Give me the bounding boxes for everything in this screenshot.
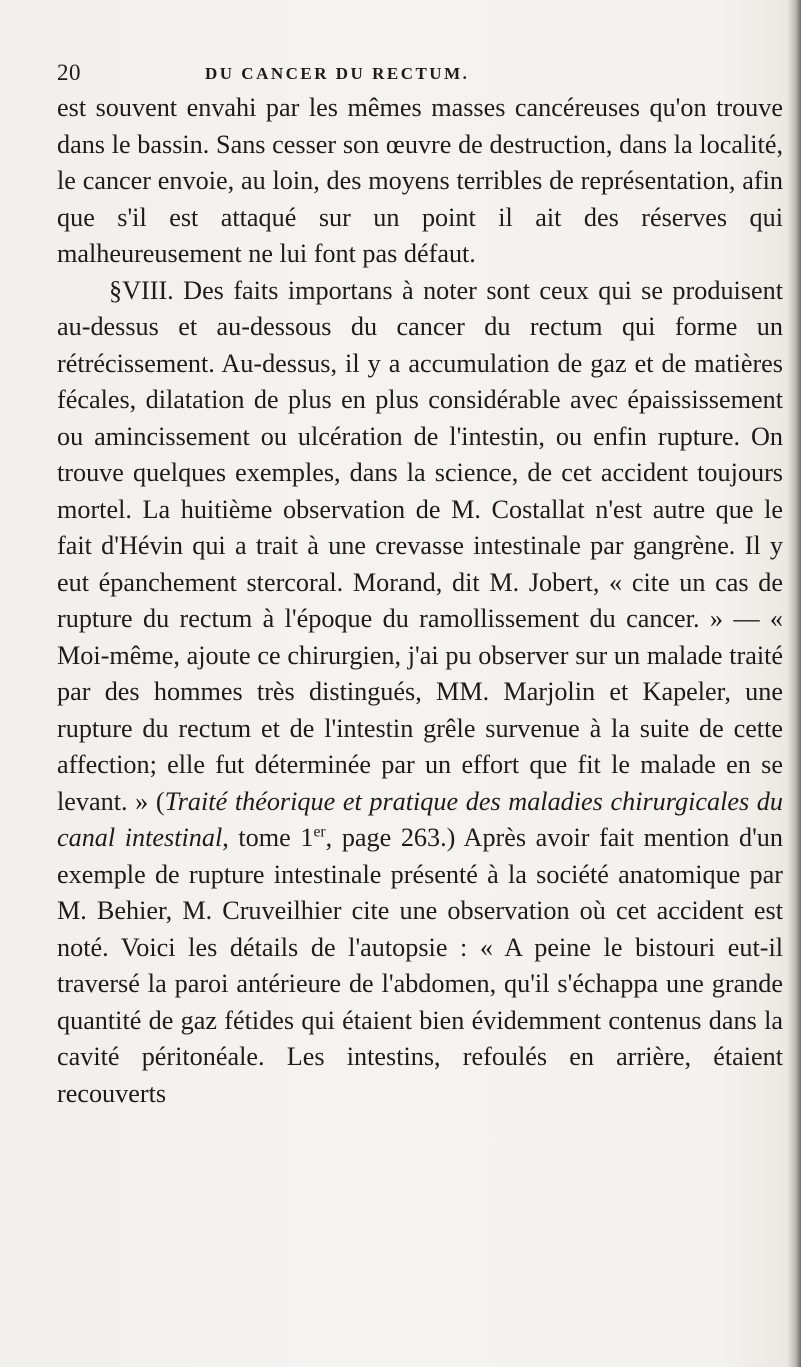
paragraph-text-part-2: , page 263.) Après avoir fait mention d'un exemple de rupture intestinale présenté à la société anatomique par M. Behier, M. Cruveilhier cite une observation où cet accident est noté. Voici les détails de l'autopsie : « A peine le bistouri eut-il traversé la paroi antérieure de l'abdomen, qu'il s'échappa une grande quantité de gaz fétides qui étaient bien évidemment contenus dans la cavité péritonéale. Les intestins, refoulés en arrière, étaient recouverts <box>57 823 783 1108</box>
paragraph-section-viii <box>57 273 783 1113</box>
citation-title: Traité théorique et pratique des maladies chirurgicales du canal intestinal <box>57 786 783 852</box>
citation-volume: , tome 1 <box>222 823 314 852</box>
page-header <box>57 60 757 92</box>
body-text <box>57 90 783 1112</box>
paragraph-text-part-1: §VIII. Des faits importans à noter sont ceux qui se produisent au-dessus et au-dessous du cancer du rectum qui forme un rétrécissement. Au-dessus, il y a accumulation de gaz et de matières fécales, dilatation de plus en plus considérable avec épaississement ou amincissement ou ulcération de l'intestin, ou enfin rupture. On trouve quelques exemples, dans la science, de cet accident toujours mortel. La huitième observation de M. Costallat n'est autre que le fait d'Hévin qui a trait à une crevasse intestinale par gangrène. Il y eut épanchement stercoral. Morand, dit M. Jobert, « cite un cas de rupture du rectum à l'époque du ramollissement du cancer. » — « Moi-même, ajoute ce chirurgien, j'ai pu observer sur un malade traité par des hommes très distingués, MM. Marjolin et Kapeler, une rupture du rectum et de l'intestin grêle survenue à la suite de cette affection; elle fut déterminée par un effort que fit le malade en se levant. » ( <box>57 275 783 816</box>
superscript-er: er <box>313 823 326 841</box>
page-binding-shadow <box>787 0 801 1367</box>
running-title: DU CANCER DU RECTUM. <box>205 64 470 83</box>
paragraph-continuation: est souvent envahi par les mêmes masses cancéreuses qu'on trouve dans le bassin. Sans cesser son œuvre de destruction, dans la localité, le cancer envoie, au loin, des moyens terribles de représentation, afin que s'il est attaqué sur un point il ait des réserves qui malheureusement ne lui font pas défaut. <box>57 93 783 268</box>
page-number: 20 <box>57 60 81 85</box>
